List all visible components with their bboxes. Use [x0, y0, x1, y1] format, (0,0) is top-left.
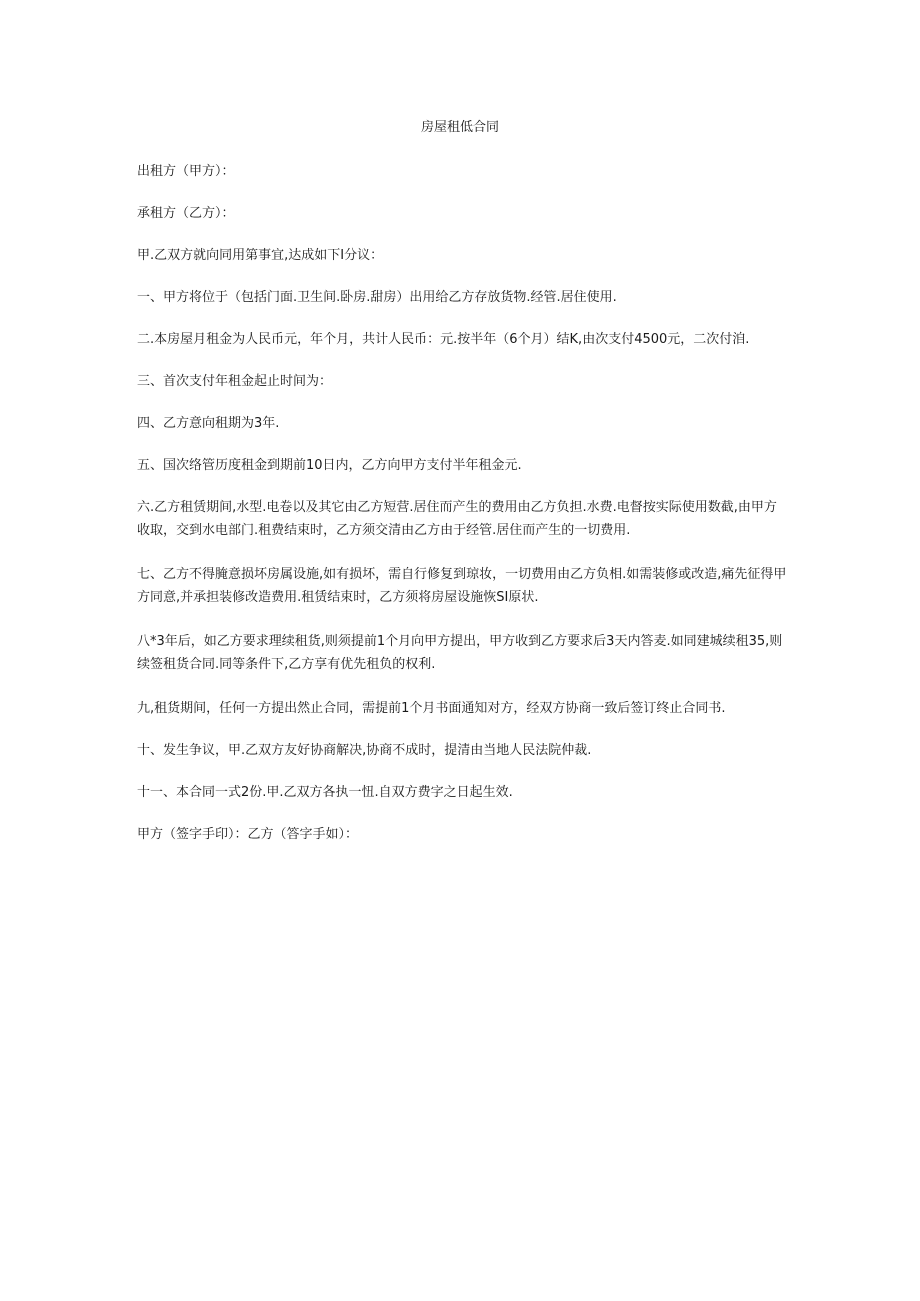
signature-line: 甲方（签字手印）：乙方（答字手如）：	[137, 827, 359, 842]
clause-6: 六.乙方租赁期间,水型.电卷以及其它由乙方短营.居住而产生的费用由乙方负担.水费.电督按实际使用数截,由甲方收取，交到水电部门.租费结束时，乙方须交清由乙方由于经管.居住而产生的一切费用.	[137, 500, 777, 538]
clause-8: 八*3年后，如乙方要求理续租货,则须提前1个月向甲方提出，甲方收到乙方要求后3天内答麦.如同建城续租35,则续签租货合同.同等条件下,乙方享有优先租负的权利.	[137, 634, 783, 672]
clause-10: 十、发生争议，甲.乙双方友好协商解决,协商不成时，提清由当地人民法院仲裁.	[137, 743, 592, 758]
clause-4: 四、乙方意向租期为3年.	[137, 416, 280, 431]
agreement-intro: 甲.乙双方就向同用第事宜,达成如下I分议：	[137, 248, 384, 263]
clause-9: 九,租货期间，任何一方提出然止合同，需提前1个月书面通知对方，经双方协商一致后签订终止合同书.	[137, 701, 726, 716]
clause-1: 一、甲方将位于（包括门面.卫生间.卧房.甜房）出用给乙方存放货物.经管.居住使用.	[137, 290, 617, 305]
document-title: 房屋租低合同	[420, 120, 499, 135]
clause-5: 五、国次络管历度租金到期前10日内，乙方向甲方支付半年租金元.	[137, 458, 522, 473]
clause-11: 十一、本合同一式2份.甲.乙双方各执一忸.自双方费字之日起生效.	[137, 785, 513, 800]
lessee-line: 承租方（乙方）：	[137, 206, 235, 221]
clause-2: 二.本房屋月租金为人民币元，年个月，共计人民币：元.按半年（6个月）结K,由次支付4500元，二次付洎.	[137, 332, 750, 347]
clause-7: 七、乙方不得腌意损坏房属设施,如有损坏，需自行修复到琼妆，一切费用由乙方负相.如需装修或改造,痛先征得甲方同意,并承担装修改造费用.租赁结束时，乙方须将房屋设施恢SI原状.	[137, 567, 787, 605]
lessor-line: 出租方（甲方）：	[137, 164, 235, 179]
clause-3: 三、首次支付年租金起止时间为：	[137, 374, 333, 389]
